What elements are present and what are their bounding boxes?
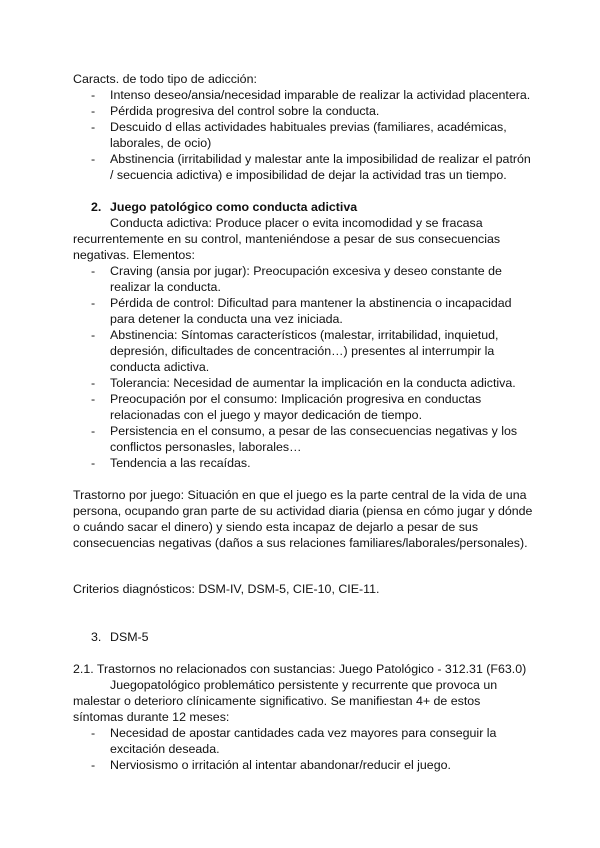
list-item: - Necesidad de apostar cantidades cada vez mayores para conseguir la excitación deseada.	[91, 726, 497, 756]
list-item: - Abstinencia: Síntomas característicos (malestar, irritabilidad, inquietud, depresión, dificultades de concentración…) presentes al interrumpir la conducta adictiva.	[91, 328, 499, 374]
list-item: - Pérdida de control: Dificultad para mantener la abstinencia o incapacidad para detener la conducta una vez iniciada.	[91, 296, 512, 326]
bullet-dash: -	[91, 296, 96, 310]
bullet-dash: -	[91, 104, 96, 118]
bullet-dash: -	[91, 376, 96, 390]
section3-intro: Juegopatológico problemático persistente y recurrente que provoca un malestar o deterioro clínicamente significativo. Se manifiestan 4+ de estos síntomas durante 12 meses:	[73, 678, 498, 724]
list-item: - Preocupación por el consumo: Implicación progresiva en conductas relacionadas con el juego y mayor dedicación de tiempo.	[91, 392, 482, 422]
section1-title: Caracts. de todo tipo de adicción:	[73, 72, 257, 86]
criterios-paragraph: Criterios diagnósticos: DSM-IV, DSM-5, CIE-10, CIE-11.	[73, 582, 380, 596]
list-item: - Nerviosismo o irritación al intentar abandonar/reducir el juego.	[91, 758, 451, 772]
bullet-dash: -	[91, 726, 96, 740]
section3-heading: 3. DSM-5	[91, 630, 149, 644]
list-item: - Pérdida progresiva del control sobre la conducta.	[91, 104, 380, 118]
section3-number: 3.	[91, 630, 102, 644]
section2-intro: Conducta adictiva: Produce placer o evita incomodidad y se fracasa recurrentemente en su control, manteniéndose a pesar de sus consecuencias negativas. Elementos:	[73, 216, 501, 262]
section3-subheading: 2.1. Trastornos no relacionados con sustancias: Juego Patológico - 312.31 (F63.0)	[73, 662, 527, 676]
list-item: - Descuido d ellas actividades habituales previas (familiares, académicas, laborales, de ocio)	[91, 120, 507, 150]
section1-list	[73, 87, 533, 183]
bullet-dash: -	[91, 152, 96, 166]
bullet-dash: -	[91, 328, 96, 342]
list-item: - Tendencia a las recaídas.	[91, 456, 251, 470]
bullet-dash: -	[91, 424, 96, 438]
list-item: - Abstinencia (irritabilidad y malestar ante la imposibilidad de realizar el patrón / secuencia adictiva) e imposibilidad de dejar la actividad tras un tiempo.	[91, 152, 531, 182]
section2-heading: 2. Juego patológico como conducta adictiva	[91, 200, 358, 214]
bullet-dash: -	[91, 758, 96, 772]
list-item: - Intenso deseo/ansia/necesidad imparable de realizar la actividad placentera.	[91, 88, 531, 102]
list-item: - Tolerancia: Necesidad de aumentar la implicación en la conducta adictiva.	[91, 376, 516, 390]
section3-list	[73, 725, 533, 773]
document-body	[73, 71, 533, 773]
bullet-dash: -	[91, 120, 96, 134]
list-item: - Persistencia en el consumo, a pesar de las consecuencias negativas y los conflictos personasles, laborales…	[91, 424, 518, 454]
section2-number: 2.	[91, 200, 102, 214]
bullet-dash: -	[91, 264, 96, 278]
bullet-dash: -	[91, 392, 96, 406]
section2-list	[73, 263, 533, 471]
bullet-dash: -	[91, 456, 96, 470]
trastorno-paragraph: Trastorno por juego: Situación en que el juego es la parte central de la vida de una persona, ocupando gran parte de su actividad diaria (piensa en cómo jugar y dónde o cuándo sacar el dinero) y siendo esta incapaz de dejarlo a pesar de sus consecuencias negativas (daños a sus relaciones familiares/laborales/personales).	[73, 488, 533, 550]
bullet-dash: -	[91, 88, 96, 102]
list-item: - Craving (ansia por jugar): Preocupación excesiva y deseo constante de realizar la conducta.	[91, 264, 502, 294]
